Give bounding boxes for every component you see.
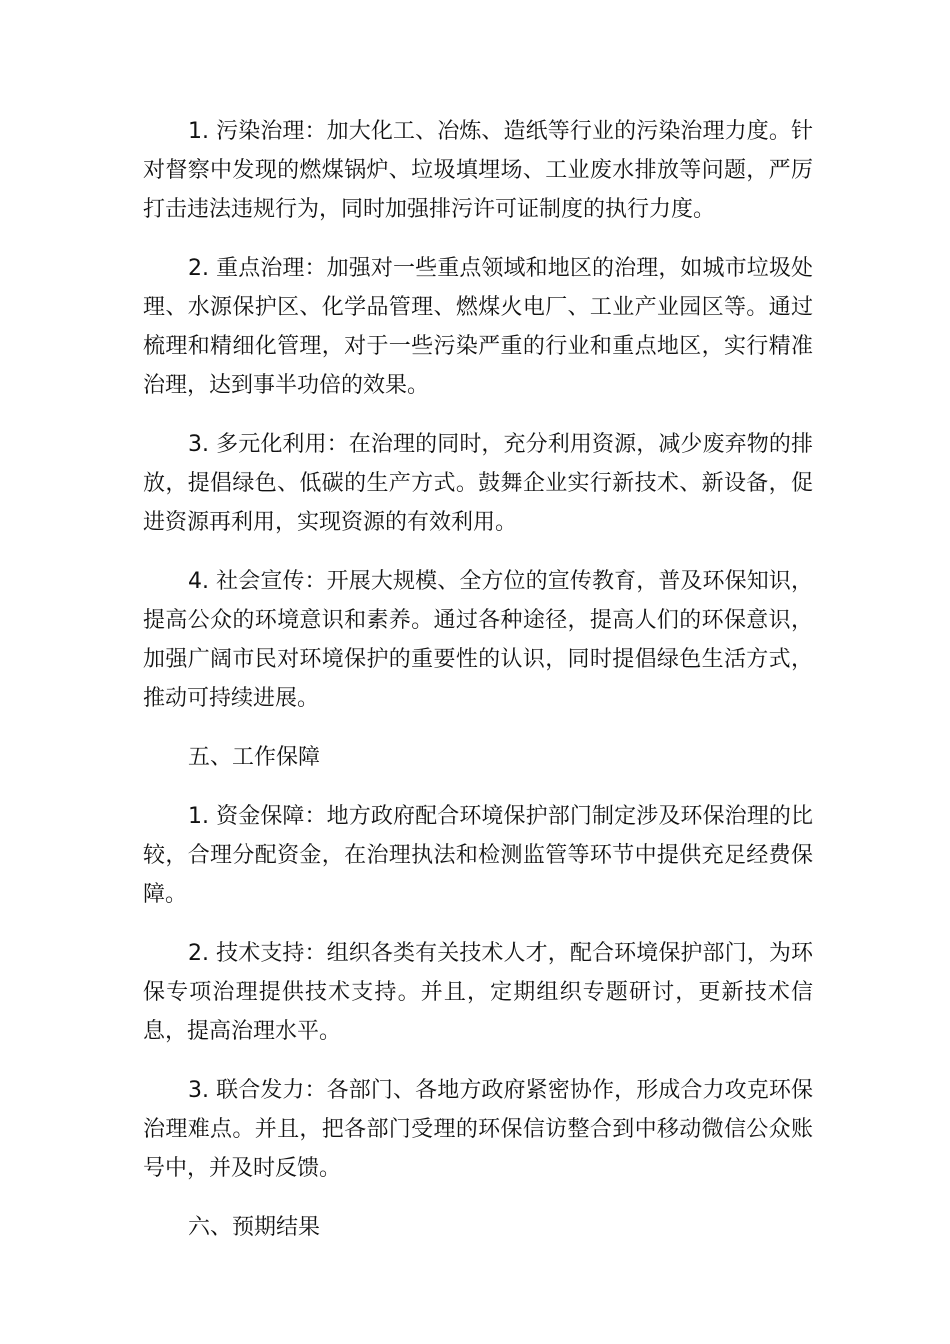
paragraph-pollution-control: 1. 污染治理：加大化工、冶炼、造纸等行业的污染治理力度。针对督察中发现的燃煤锅炉、垃圾填埋场、工业废水排放等问题，严厉打击违法违规行为，同时加强排污许可证制度的执行力度。 <box>143 119 813 222</box>
paragraph-technical-support: 2. 技术支持：组织各类有关技术人才，配合环境保护部门，为环保专项治理提供技术支持。并且，定期组织专题研讨，更新技术信息，提高治理水平。 <box>143 941 813 1044</box>
paragraph-funding-guarantee: 1. 资金保障：地方政府配合环境保护部门制定涉及环保治理的比较，合理分配资金，在治理执法和检测监管等环节中提供充足经费保障。 <box>143 804 813 907</box>
section-heading-expected-results: 六、预期结果 <box>188 1215 321 1240</box>
paragraph-key-governance: 2. 重点治理：加强对一些重点领域和地区的治理，如城市垃圾处理、水源保护区、化学品管理、燃煤火电厂、工业产业园区等。通过梳理和精细化管理，对于一些污染严重的行业和重点地区，实行精准治理，达到事半功倍的效果。 <box>143 256 813 398</box>
paragraph-joint-effort: 3. 联合发力：各部门、各地方政府紧密协作，形成合力攻克环保治理难点。并且，把各部门受理的环保信访整合到中移动微信公众账号中，并及时反馈。 <box>143 1078 813 1181</box>
section-heading-work-guarantee: 五、工作保障 <box>188 745 321 770</box>
document-page <box>143 112 813 1267</box>
paragraph-social-publicity: 4. 社会宣传：开展大规模、全方位的宣传教育，普及环保知识，提高公众的环境意识和素养。通过各种途径，提高人们的环保意识，加强广阔市民对环境保护的重要性的认识，同时提倡绿色生活方式，推动可持续进展。 <box>143 569 813 711</box>
paragraph-diversified-utilization: 3. 多元化利用：在治理的同时，充分利用资源，减少废弃物的排放，提倡绿色、低碳的生产方式。鼓舞企业实行新技术、新设备，促进资源再利用，实现资源的有效利用。 <box>143 432 813 535</box>
